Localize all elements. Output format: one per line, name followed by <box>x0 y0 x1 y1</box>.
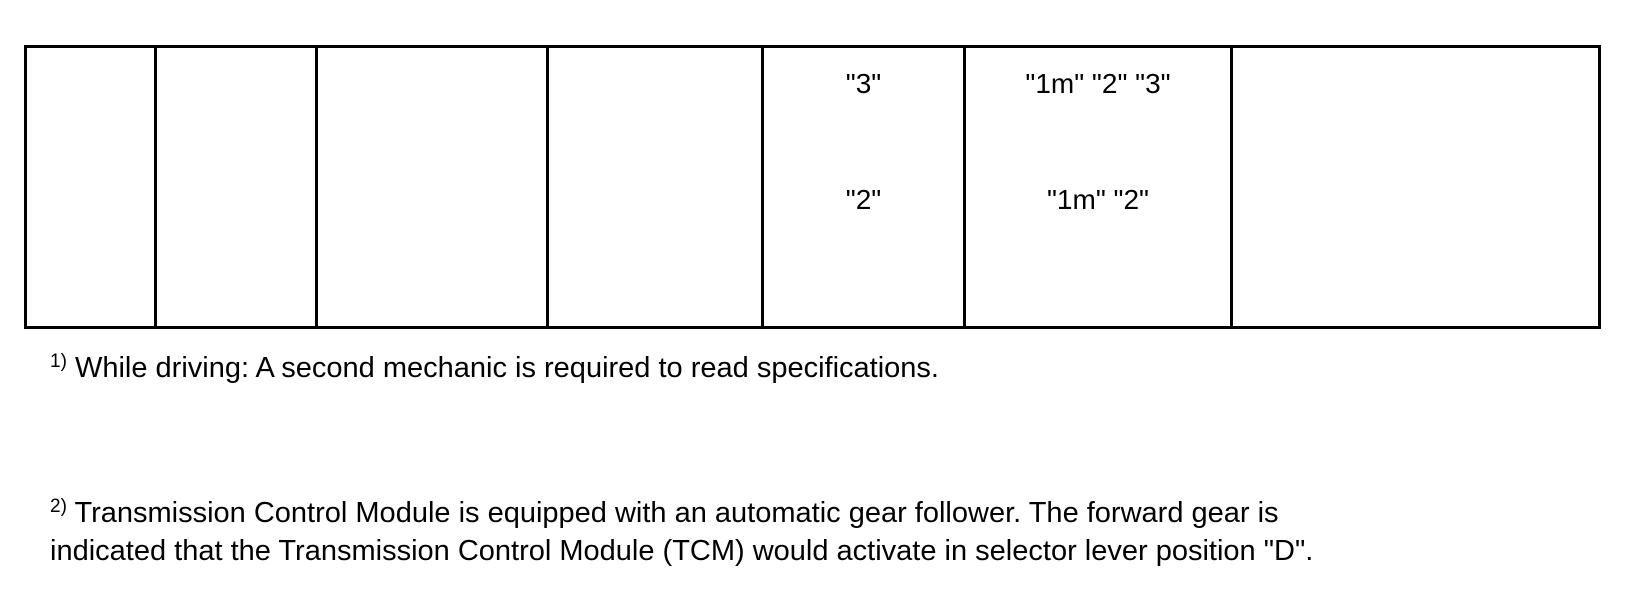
footnote-line <box>50 494 1313 532</box>
footnote-1 <box>50 349 939 387</box>
table-cell <box>965 47 1232 328</box>
cell-line: "1m" "2" <box>1046 184 1149 215</box>
footnote-marker: 2) <box>50 496 67 517</box>
table-cell <box>26 47 156 328</box>
cell-line: "2" <box>845 184 882 215</box>
footnote-line: indicated that the Transmission Control Module (TCM) would activate in selector lever position "D". <box>50 535 1314 567</box>
table-cell <box>156 47 317 328</box>
footnote-text: Transmission Control Module is equipped with an automatic gear follower. The forward gear is <box>74 497 1279 529</box>
spec-table <box>24 45 1601 329</box>
footnote-marker: 1) <box>50 351 67 372</box>
footnote-text: While driving: A second mechanic is required to read specifications. <box>74 352 939 384</box>
table-cell <box>1232 47 1600 328</box>
footnote-2 <box>50 494 1313 570</box>
table-cell <box>763 47 965 328</box>
table-row <box>26 47 1600 328</box>
table-cell <box>548 47 763 328</box>
table-cell <box>317 47 548 328</box>
cell-line: "3" <box>845 68 882 99</box>
cell-line: "1m" "2" "3" <box>1025 68 1171 99</box>
